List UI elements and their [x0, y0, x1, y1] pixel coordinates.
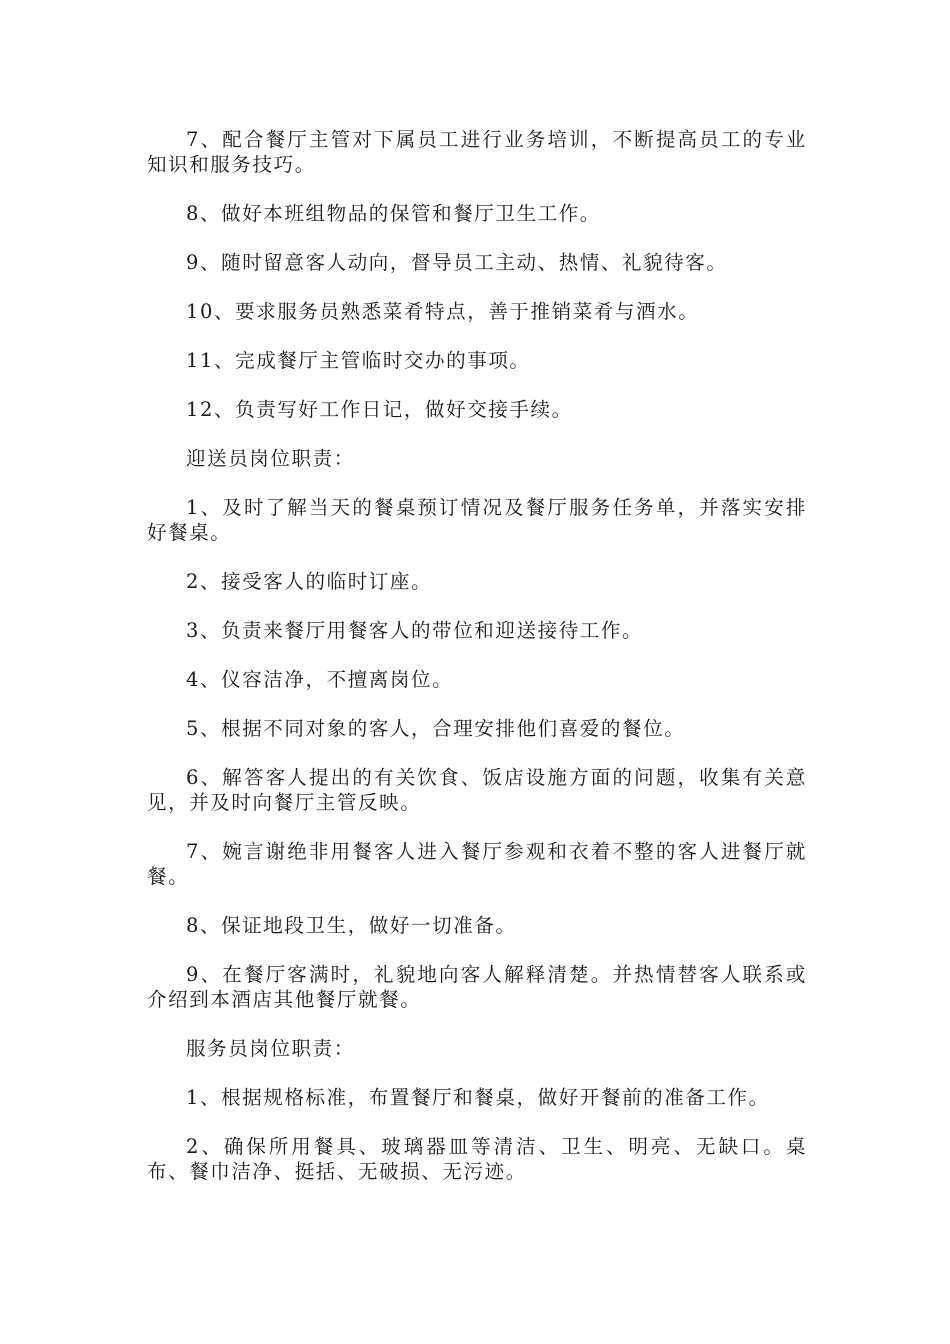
document-page — [147, 127, 807, 1208]
paragraph-duty-9: 9、随时留意客人动向，督导员工主动、热情、礼貌待客。 — [186, 251, 728, 274]
paragraph-duty-8: 8、做好本班组物品的保管和餐厅卫生工作。 — [186, 202, 601, 225]
paragraph-waiter-1: 1、根据规格标准，布置餐厅和餐桌，做好开餐前的准备工作。 — [186, 1086, 770, 1109]
paragraph-greeter-8: 8、保证地段卫生，做好一切准备。 — [186, 914, 517, 937]
paragraph-waiter-2: 2、确保所用餐具、玻璃器皿等清洁、卫生、明亮、无缺口。桌布、餐巾洁净、挺括、无破损、无污迹。 — [147, 1135, 807, 1183]
paragraph-greeter-3: 3、负责来餐厅用餐客人的带位和迎送接待工作。 — [186, 619, 644, 642]
paragraph-duty-7: 7、配合餐厅主管对下属员工进行业务培训，不断提高员工的专业知识和服务技巧。 — [147, 128, 807, 176]
section-heading-waiter: 服务员岗位职责： — [186, 1037, 355, 1060]
paragraph-duty-12: 12、负责写好工作日记，做好交接手续。 — [186, 398, 573, 421]
paragraph-greeter-4: 4、仪容洁净，不擅离岗位。 — [186, 668, 454, 691]
paragraph-duty-10: 10、要求服务员熟悉菜肴特点，善于推销菜肴与酒水。 — [186, 300, 700, 323]
paragraph-greeter-6: 6、解答客人提出的有关饮食、饭店设施方面的问题，收集有关意见，并及时向餐厅主管反映。 — [147, 766, 807, 814]
paragraph-greeter-5: 5、根据不同对象的客人，合理安排他们喜爱的餐位。 — [186, 717, 686, 740]
paragraph-duty-11: 11、完成餐厅主管临时交办的事项。 — [186, 349, 531, 372]
paragraph-greeter-7: 7、婉言谢绝非用餐客人进入餐厅参观和衣着不整的客人进餐厅就餐。 — [147, 840, 807, 888]
paragraph-greeter-1: 1、及时了解当天的餐桌预订情况及餐厅服务任务单，并落实安排好餐桌。 — [147, 496, 807, 544]
paragraph-greeter-9: 9、在餐厅客满时，礼貌地向客人解释清楚。并热情替客人联系或介绍到本酒店其他餐厅就餐。 — [147, 963, 807, 1011]
paragraph-greeter-2: 2、接受客人的临时订座。 — [186, 570, 433, 593]
section-heading-greeter: 迎送员岗位职责： — [186, 447, 355, 470]
